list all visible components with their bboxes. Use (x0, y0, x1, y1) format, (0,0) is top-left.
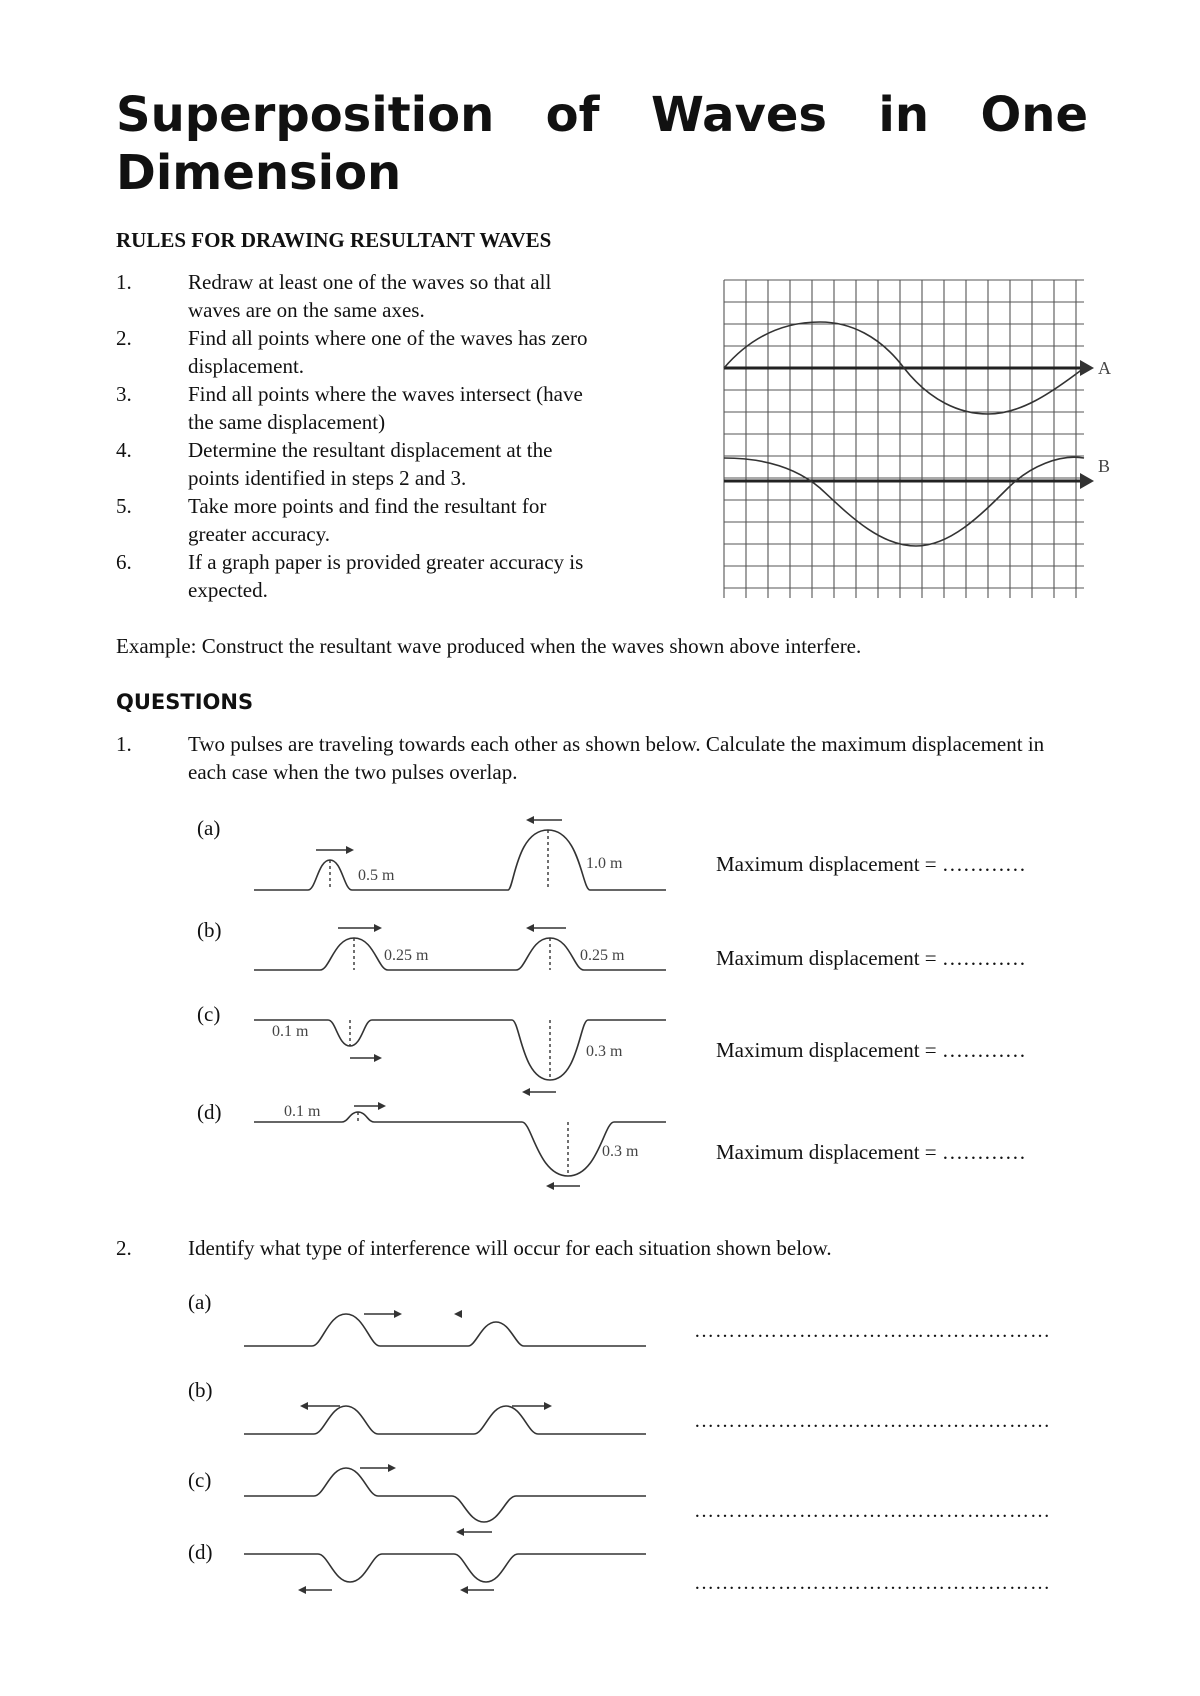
rule-number: 6. (116, 550, 132, 574)
q1c-amp-left: 0.1 m (272, 1023, 309, 1040)
q2b-wave (244, 1406, 646, 1434)
q1d-amp-left: 0.1 m (284, 1103, 321, 1120)
q2-part-label-c: (c) (188, 1468, 212, 1492)
rule-text: Take more points and find the resultant for greater accuracy. (188, 494, 547, 546)
q2-part-label-b: (b) (188, 1378, 213, 1402)
arrow-left-icon (456, 1528, 464, 1536)
q2-part-label-a: (a) (188, 1290, 212, 1314)
rule-number: 4. (116, 438, 132, 462)
arrow-left-icon (298, 1586, 306, 1594)
q2d-wave (244, 1554, 646, 1582)
question-text: Two pulses are traveling towards each other as shown below. Calculate the maximum displacement in each case when the two pulses overlap. (188, 732, 1045, 784)
rule-text: Determine the resultant displacement at the points identified in steps 2 and 3. (188, 438, 553, 490)
q1b-pulses (254, 924, 666, 970)
rule-text: Find all points where the waves intersect (have the same displacement) (188, 382, 583, 434)
q1-figure (250, 810, 690, 1200)
q2b-answer[interactable]: …………………………………………… (694, 1410, 1051, 1432)
q1-part-label-b: (b) (197, 918, 222, 942)
q1b-answer[interactable]: Maximum displacement = ………… (716, 946, 1026, 970)
rule-number: 3. (116, 382, 132, 406)
rule-number: 1. (116, 270, 132, 294)
example-text: Example: Construct the resultant wave produced when the waves shown above interfere. (116, 634, 862, 658)
wave-graph-figure (720, 276, 1110, 606)
q2b-pulses (244, 1402, 646, 1434)
arrow-left-icon (546, 1182, 554, 1190)
rule-text: If a graph paper is provided greater accuracy is expected. (188, 550, 584, 602)
q1a-amp-left: 0.5 m (358, 867, 395, 884)
rule-text: Redraw at least one of the waves so that all waves are on the same axes. (188, 270, 552, 322)
q1d-amp-right: 0.3 m (602, 1143, 639, 1160)
q2c-wave (244, 1468, 646, 1522)
page-title: Superposition of Waves in One Dimension (116, 87, 1088, 201)
arrow-left-icon (300, 1402, 308, 1410)
q1a-answer[interactable]: Maximum displacement = ………… (716, 852, 1026, 876)
arrow-left-icon (526, 924, 534, 932)
rule-text: Find all points where one of the waves has zero displacement. (188, 326, 588, 378)
question-number: 2. (116, 1236, 132, 1260)
arrow-right-icon (374, 924, 382, 932)
wave-b-label: B (1098, 456, 1111, 476)
question-number: 1. (116, 732, 132, 756)
q2d-pulses (244, 1554, 646, 1594)
q1a-amp-right: 1.0 m (586, 855, 623, 872)
q2c-answer[interactable]: …………………………………………… (694, 1500, 1051, 1522)
q1a-pulses (254, 816, 666, 890)
q2a-pulses (244, 1310, 646, 1346)
q1c-pulses (254, 1020, 666, 1096)
q2-figure (242, 1300, 662, 1610)
q2-part-label-d: (d) (188, 1540, 213, 1564)
q2c-pulses (244, 1464, 646, 1536)
rule-number: 5. (116, 494, 132, 518)
arrow-left-icon (522, 1088, 530, 1096)
arrow-right-icon (374, 1054, 382, 1062)
arrow-a-icon (1080, 360, 1094, 376)
q1b-amp-right: 0.25 m (580, 947, 625, 964)
wave-b (724, 457, 1084, 546)
q1-part-label-d: (d) (197, 1100, 222, 1124)
questions-heading: QUESTIONS (116, 690, 254, 714)
q1c-answer[interactable]: Maximum displacement = ………… (716, 1038, 1026, 1062)
rule-number: 2. (116, 326, 132, 350)
arrow-right-icon (394, 1310, 402, 1318)
q1d-pulses (254, 1102, 666, 1190)
q1-part-label-a: (a) (197, 816, 221, 840)
wave-a-label: A (1098, 358, 1111, 378)
q2a-wave (244, 1314, 646, 1346)
arrow-left-icon (526, 816, 534, 824)
q1-part-label-c: (c) (197, 1002, 221, 1026)
q2a-answer[interactable]: …………………………………………… (694, 1320, 1051, 1342)
arrow-left-icon (460, 1586, 468, 1594)
arrow-b-icon (1080, 473, 1094, 489)
graph-grid (724, 280, 1084, 598)
arrow-right-icon (544, 1402, 552, 1410)
question-text: Identify what type of interference will occur for each situation shown below. (188, 1236, 832, 1260)
q1b-amp-left: 0.25 m (384, 947, 429, 964)
arrow-right-icon (388, 1464, 396, 1472)
arrow-right-icon (378, 1102, 386, 1110)
rules-heading: RULES FOR DRAWING RESULTANT WAVES (116, 228, 552, 252)
arrow-left-icon (454, 1310, 462, 1318)
q1c-amp-right: 0.3 m (586, 1043, 623, 1060)
arrow-right-icon (346, 846, 354, 854)
q1d-answer[interactable]: Maximum displacement = ………… (716, 1140, 1026, 1164)
q2d-answer[interactable]: …………………………………………… (694, 1572, 1051, 1594)
